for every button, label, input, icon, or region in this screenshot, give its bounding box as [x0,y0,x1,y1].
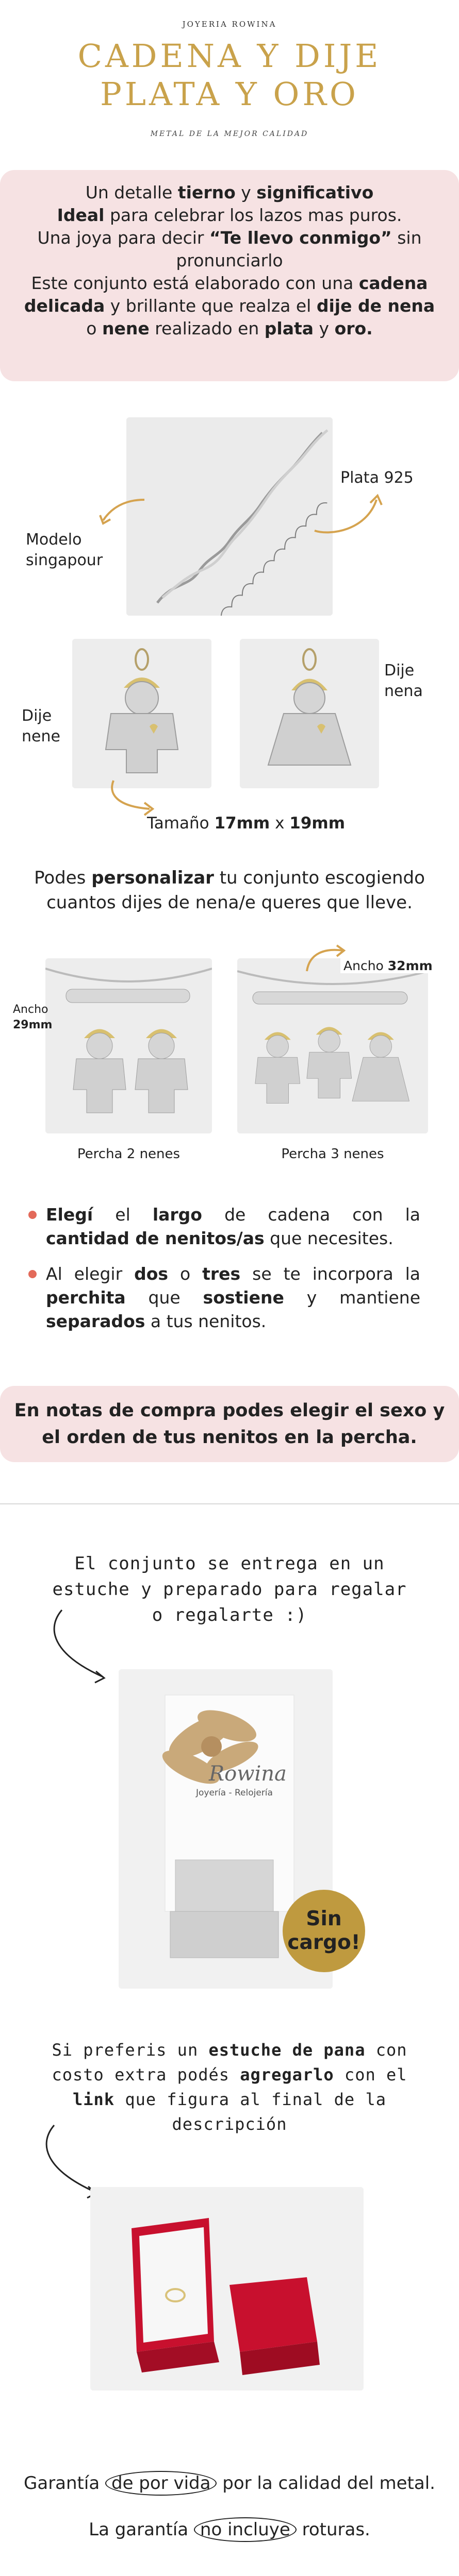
warranty-line-2: La garantía no incluye roturas. [0,2519,459,2540]
bullet-icon [28,1270,37,1278]
intro-line-6: delicada y brillante que realza el dije de nena [24,296,435,316]
arrow-icon [93,495,150,531]
chain-photo [126,417,333,616]
arrow-icon [46,1607,113,1685]
percha-3-caption: Percha 3 nenes [281,1146,384,1162]
arrow-icon [302,943,348,974]
page-subtitle: METAL DE LA MEJOR CALIDAD [150,130,309,138]
page-title-line2: PLATA Y ORO [100,75,359,113]
percha-2-caption: Percha 2 nenes [77,1146,181,1162]
pendant-boy-label: Dije nene [22,707,60,745]
arrow-icon [103,778,160,819]
intro-line-2: Ideal para celebrar los lazos mas puros. [57,205,402,225]
section-divider [0,1503,459,1504]
packaging-text: El conjunto se entrega en un estuche y preparado para regalar o regalarte :) [52,1553,407,1625]
page-title-line1: CADENA Y DIJE [77,37,382,75]
chain-material-label: Plata 925 [340,469,414,487]
percha-3-photo [237,958,428,1133]
chain-model-label: Modelo singapour [26,531,103,569]
pendant-size-label: Tamaño 17mm x 19mm [147,814,346,833]
intro-line-7: o nene realizado en plata y oro. [86,318,373,338]
intro-box [0,170,459,381]
arrow-icon [309,484,387,541]
intro-line-5: Este conjunto está elaborado con una cadena [31,273,428,293]
warranty-exclusion: no incluye [194,2517,297,2542]
pendant-boy-photo [72,639,211,788]
bullet-icon [28,1211,37,1219]
bullet-item-length: Elegí el largo de cadena con la cantidad de nenitos/as que necesites. [28,1203,420,1250]
pendant-girl-label: Dije nena [384,662,423,700]
percha-2-width-label: Ancho 29mm [13,1003,53,1031]
intro-line-3: Una joya para decir “Te llevo conmigo” sin [37,228,422,248]
bag-brand-logo: Rowina [209,1762,287,1786]
percha-2-photo [45,958,212,1133]
warranty-line-1: Garantía de por vida por la calidad del metal. [0,2473,459,2494]
intro-line-4: pronunciarlo [176,250,283,270]
brand-label: JOYERIA ROWINA [182,20,277,29]
pendant-girl-photo [240,639,379,788]
bullet-item-percha: Al elegir dos o tres se te incorpora la perchita que sostiene y mantiene separados a tus nenitos. [28,1262,420,1333]
percha-3-width-label: Ancho 32mm [340,958,436,973]
notes-box: En notas de compra podes elegir el sexo y el orden de tus nenitos en la percha. [0,1386,459,1462]
warranty-highlight: de por vida [105,2471,217,2496]
velvet-case-text: Si preferis un estuche de pana con costo extra podés agregarlo con el link que figura al final de la descripción [52,2040,407,2134]
intro-line-1: Un detalle tierno y significativo [85,182,374,202]
free-badge: Sin cargo! [283,1890,365,1972]
velvet-case-photo [90,2187,364,2391]
bag-brand-sub: Joyería - Relojería [196,1788,273,1798]
personalize-text: Podes personalizar tu conjunto escogiendo cuantos dijes de nena/e queres que lleve. [34,868,425,913]
